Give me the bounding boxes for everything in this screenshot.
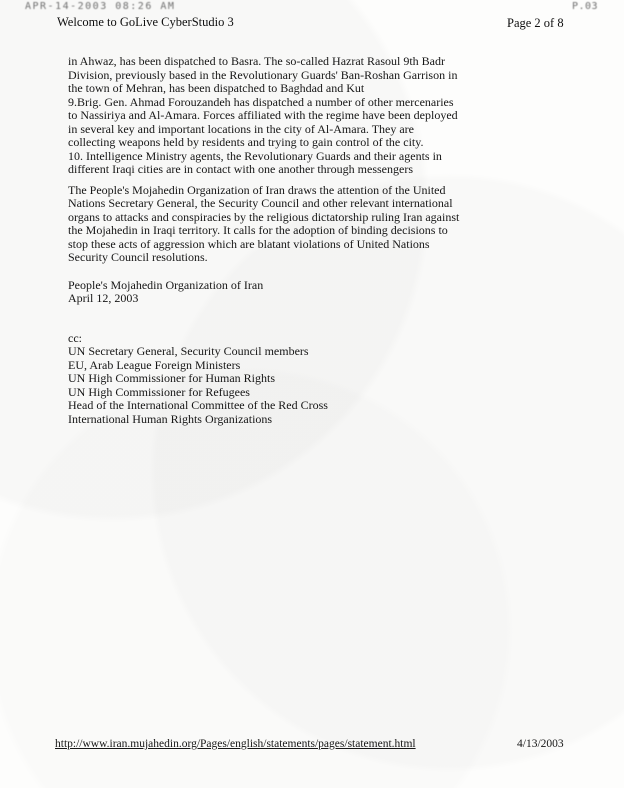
text-line: 10. Intelligence Ministry agents, the Revolutionary Guards and their agents in [68,148,442,163]
text-line: Nations Secretary General, the Security Council and other relevant international [68,196,453,210]
text-line: in several key and important locations in the city of Al-Amara. They are [68,121,415,136]
text-line: in Ahwaz, has been dispatched to Basra. The so-called Hazrat Rasoul 9th Badr [68,54,445,68]
document-title: Welcome to GoLive CyberStudio 3 [57,15,234,29]
text-line: International Human Rights Organizations [68,411,273,426]
text-line: 9.Brig. Gen. Ahmad Forouzandeh has dispatched a number of other mercenaries [68,94,454,109]
fax-page-code: P.03 [572,1,599,12]
cc-label: cc: [68,330,82,345]
text-line: Security Council resolutions. [68,250,208,264]
print-date: 4/13/2003 [517,738,564,750]
cc-recipient-list [68,345,566,426]
page-indicator: Page 2 of 8 [507,16,564,30]
text-line: UN High Commissioner for Human Rights [68,371,275,385]
paragraph-numbered-items [68,55,566,177]
document-body [68,55,566,426]
text-line: different Iraqi cities are in contact with one another through messengers [68,162,413,176]
signature-block [68,279,566,306]
text-line: to Nassiriya and Al-Amara. Forces affiliated with the regime have been deployed [68,108,458,122]
text-line: UN High Commissioner for Refugees [68,384,250,399]
text-line: The People's Mojahedin Organization of Iran draws the attention of the United [68,182,446,197]
text-line: the town of Mehran, has been dispatched to Baghdad and Kut [68,81,365,95]
source-url: http://www.iran.mujahedin.org/Pages/english/statements/pages/statement.html [55,738,416,750]
text-line: EU, Arab League Foreign Ministers [68,357,241,372]
fax-timestamp: APR-14-2003 08:26 AM [25,1,176,12]
text-line: collecting weapons held by residents and trying to gain control of the city. [68,135,424,149]
text-line: Division, previously based in the Revolutionary Guards' Ban-Roshan Garrison in [68,67,458,82]
text-line: organs to attacks and conspiracies by the religious dictatorship ruling Iran against [68,209,460,224]
text-line: stop these acts of aggression which are blatant violations of United Nations [68,236,430,251]
text-line: April 12, 2003 [68,291,139,305]
paragraph-appeal [68,184,566,265]
text-line: People's Mojahedin Organization of Iran [68,277,264,292]
text-line: UN Secretary General, Security Council members [68,344,309,358]
text-line: the Mojahedin in Iraqi territory. It calls for the adoption of binding decisions to [68,223,448,237]
text-line: Head of the International Committee of the Red Cross [68,398,328,412]
